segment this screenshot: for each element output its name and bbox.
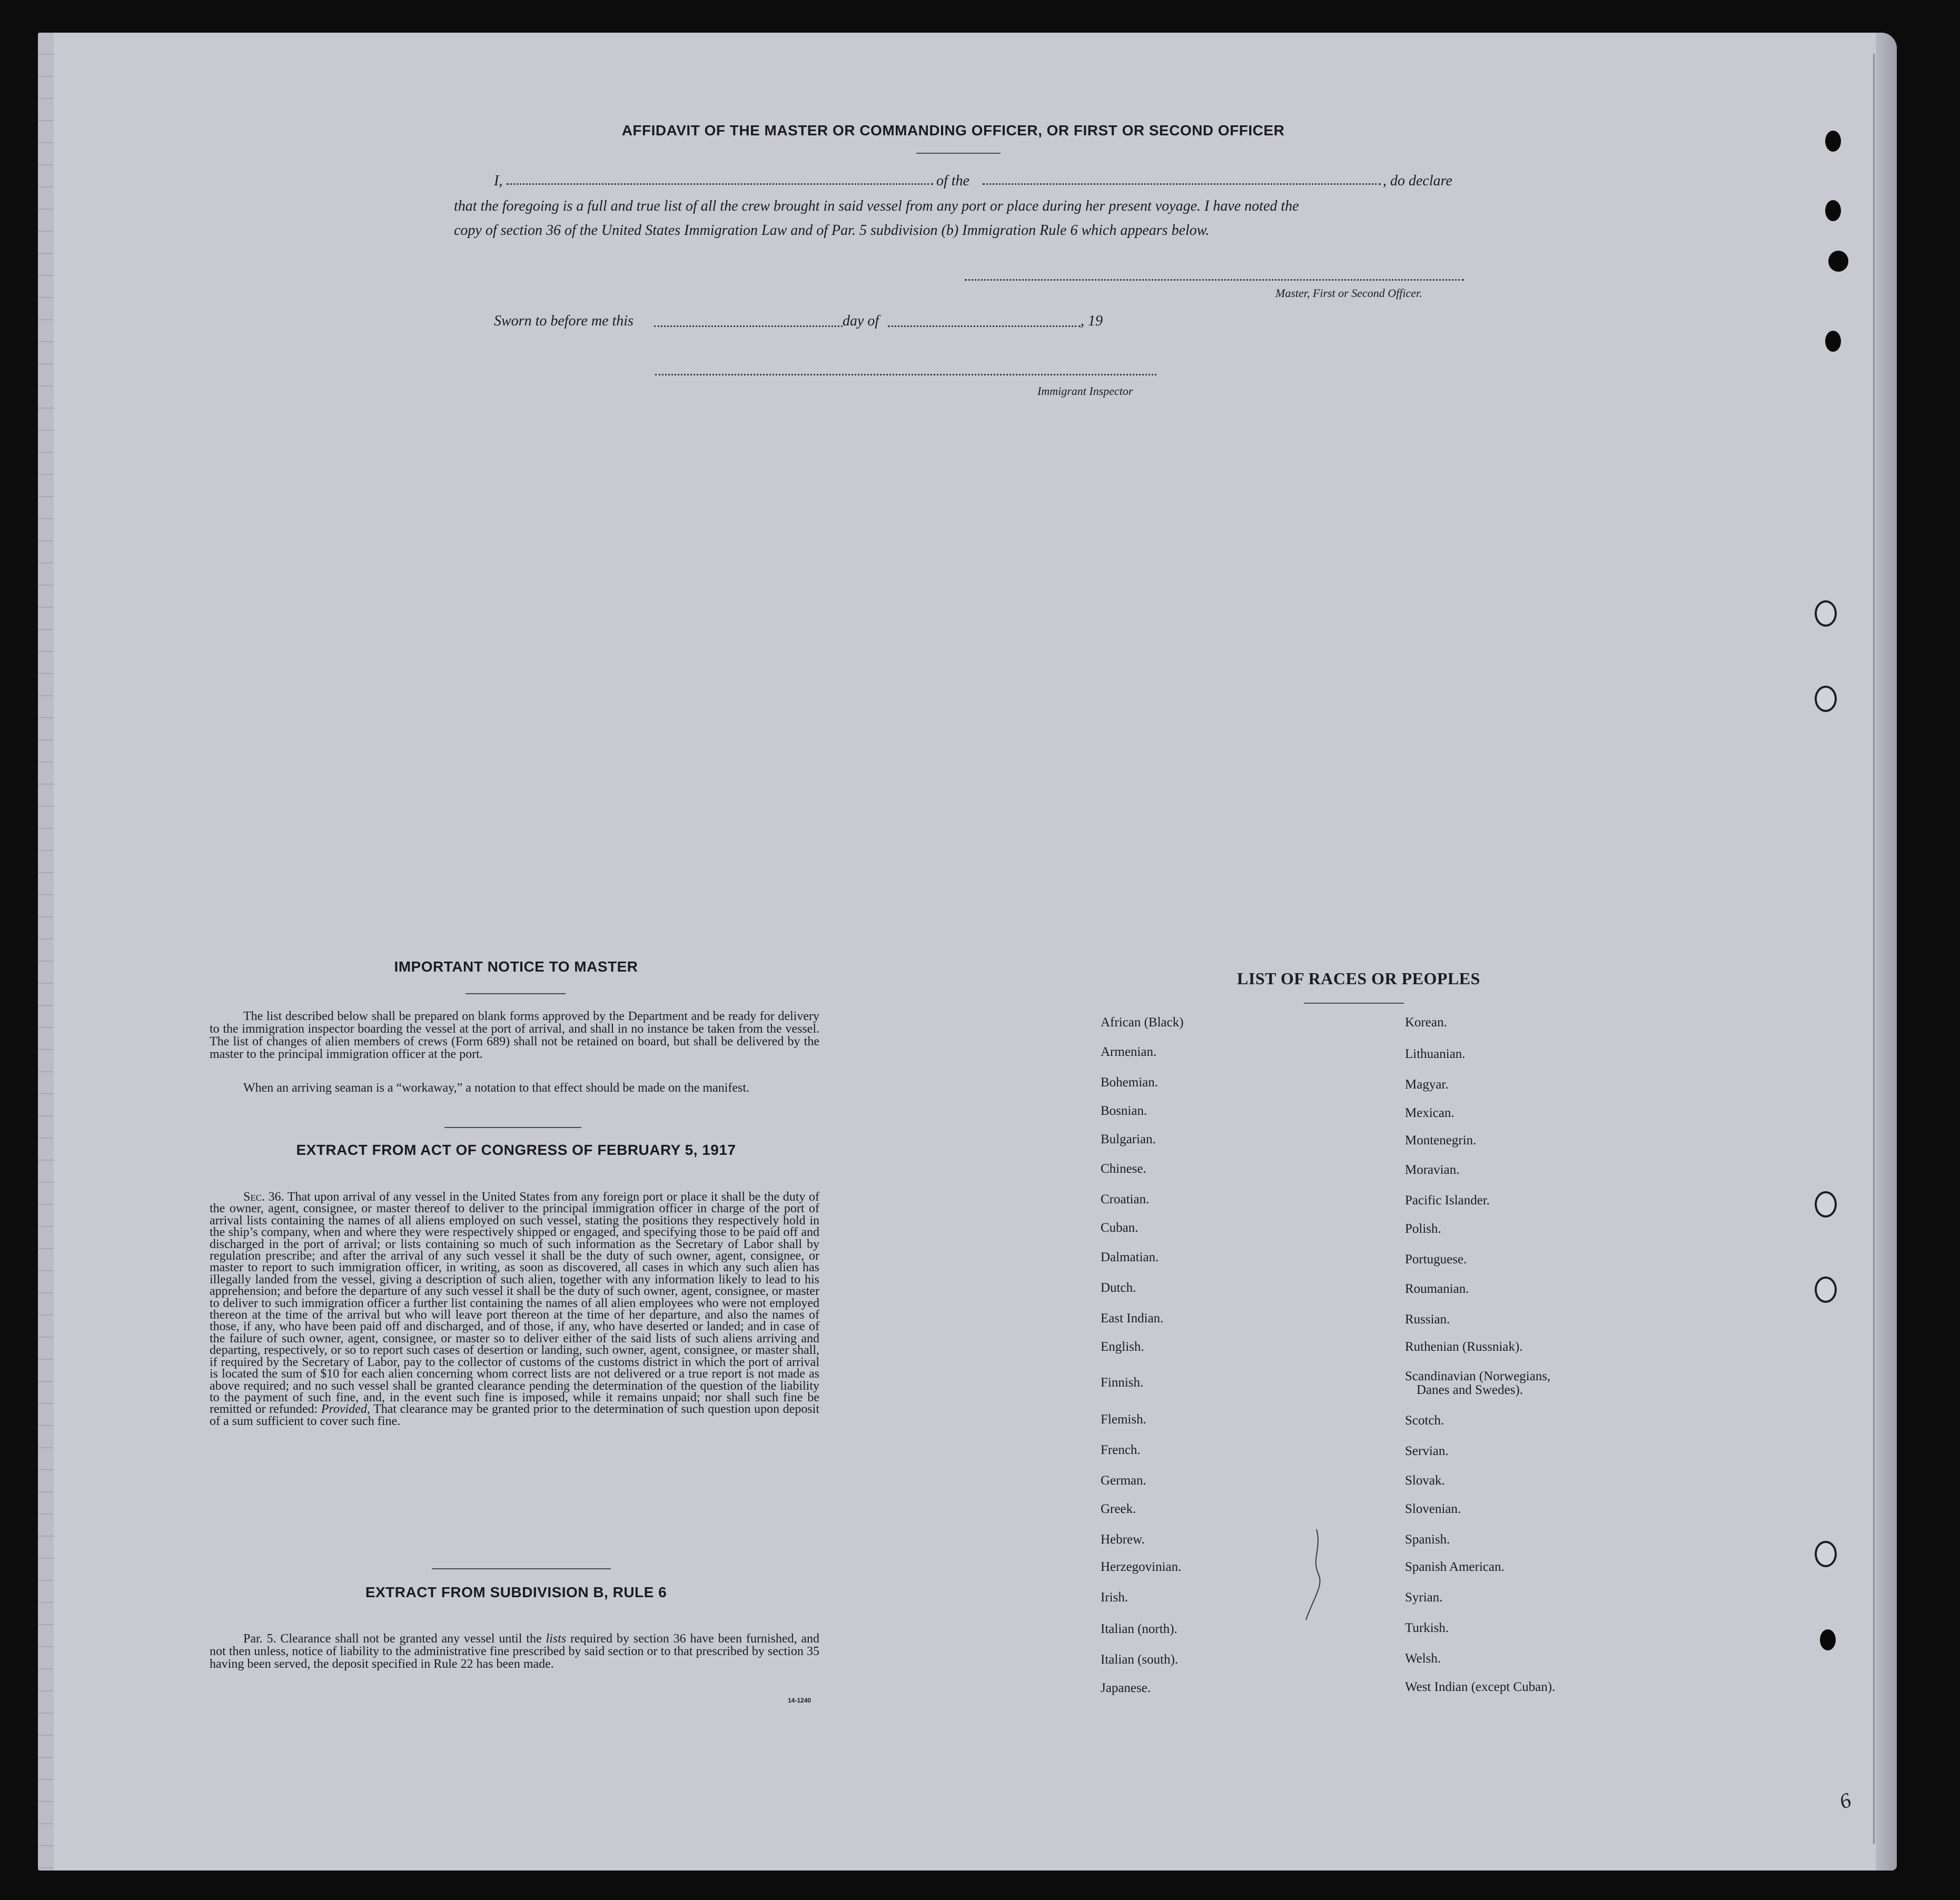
day-of-label: day of xyxy=(843,313,879,329)
race-item: Syrian. xyxy=(1405,1590,1443,1605)
races-divider xyxy=(1304,1003,1404,1004)
race-item: Montenegrin. xyxy=(1405,1133,1477,1147)
punch-hole-icon xyxy=(1825,131,1841,152)
affidavit-i-label: I, xyxy=(494,173,503,189)
race-item: Bosnian. xyxy=(1101,1104,1147,1118)
year-label: , 19 xyxy=(1081,313,1103,329)
sworn-month-field[interactable] xyxy=(888,325,1081,327)
race-item: German. xyxy=(1101,1473,1146,1488)
master-signature-label: Master, First or Second Officer. xyxy=(1275,286,1422,300)
rule-6-paragraph: Par. 5. Clearance shall not be granted any vessel until the lists required by section 36 have been furnished, and not then unless, notice of liability to the administrative fine prescribed by said section or to that prescribed by section 35 having been served, the deposit specified in Rule 22 has been made. xyxy=(210,1632,819,1671)
notice-paragraph-2: When an arriving seaman is a “workaway,” a notation to that effect should be made on the manifest. xyxy=(243,1081,749,1095)
pencil-mark-icon xyxy=(1301,1527,1332,1622)
page-number: 6 xyxy=(1836,1787,1855,1814)
notice-title: IMPORTANT NOTICE TO MASTER xyxy=(394,958,638,975)
race-item: Roumanian. xyxy=(1405,1282,1469,1296)
affidavit-line-2: that the foregoing is a full and true list of all the crew brought in said vessel from any port or place during her present voyage. I have noted the xyxy=(454,198,1299,214)
punch-hole-ring-icon xyxy=(1815,600,1837,627)
page-edge-line xyxy=(1873,54,1875,1844)
race-item: Scandinavian (Norwegians, xyxy=(1405,1369,1551,1383)
race-item: Greek. xyxy=(1101,1502,1136,1516)
race-item: Mexican. xyxy=(1405,1106,1454,1120)
race-item: Bohemian. xyxy=(1101,1075,1159,1090)
affidavit-of-the-label: of the xyxy=(936,173,969,189)
punch-hole-icon xyxy=(1828,251,1848,272)
race-item: Spanish. xyxy=(1405,1532,1450,1547)
section-divider xyxy=(432,1568,611,1569)
race-item: Welsh. xyxy=(1405,1651,1441,1666)
race-item: Ruthenian (Russniak). xyxy=(1405,1340,1523,1354)
master-signature-field[interactable] xyxy=(965,279,1464,281)
punch-hole-icon xyxy=(1820,1629,1836,1650)
race-item: Dutch. xyxy=(1101,1281,1136,1295)
affidavit-declare-label: , do declare xyxy=(1383,173,1452,189)
race-item: Slovenian. xyxy=(1405,1502,1461,1516)
race-item: Chinese. xyxy=(1101,1162,1146,1176)
extract-rule-title: EXTRACT FROM SUBDIVISION B, RULE 6 xyxy=(365,1584,667,1600)
race-item: East Indian. xyxy=(1101,1311,1164,1325)
punch-hole-icon xyxy=(1825,331,1841,352)
race-item: Hebrew. xyxy=(1101,1532,1145,1547)
race-item: English. xyxy=(1101,1340,1144,1354)
race-item: Scotch. xyxy=(1405,1413,1444,1428)
race-item-continuation: Danes and Swedes). xyxy=(1417,1383,1523,1397)
race-item: Flemish. xyxy=(1101,1412,1146,1427)
sworn-day-field[interactable] xyxy=(654,325,843,327)
race-item: Italian (north). xyxy=(1101,1622,1177,1636)
name-blank-field[interactable] xyxy=(507,183,933,185)
affidavit-title: AFFIDAVIT OF THE MASTER OR COMMANDING OFFICER, OR FIRST OR SECOND OFFICER xyxy=(621,122,1285,138)
race-item: Croatian. xyxy=(1101,1192,1150,1206)
race-item: Armenian. xyxy=(1101,1045,1157,1059)
race-item: West Indian (except Cuban). xyxy=(1405,1680,1556,1694)
affidavit-line-3: copy of section 36 of the United States Immigration Law and of Par. 5 subdivision (b) Immigration Rule 6 which appears below. xyxy=(454,222,1210,239)
punch-hole-ring-icon xyxy=(1815,1276,1837,1303)
race-item: Turkish. xyxy=(1405,1621,1449,1635)
form-code: 14-1240 xyxy=(788,1697,811,1704)
extract-act-title: EXTRACT FROM ACT OF CONGRESS OF FEBRUARY 5, 1917 xyxy=(296,1142,736,1158)
race-item: Japanese. xyxy=(1101,1681,1151,1695)
race-item: Irish. xyxy=(1101,1590,1129,1605)
race-item: Cuban. xyxy=(1101,1221,1139,1235)
sworn-label: Sworn to before me this xyxy=(494,313,633,329)
race-item: Portuguese. xyxy=(1405,1252,1467,1266)
notice-paragraph-1: The list described below shall be prepared on blank forms approved by the Department and be ready for delivery to the immigration inspector boarding the vessel at the port of arrival, and shall in no instance be taken from the vessel. The list of changes of alien members of crews (Form 689) shall not be retained on board, but shall be delivered by the master to the principal immigration officer at the port. xyxy=(210,1010,819,1061)
punch-hole-ring-icon xyxy=(1815,1541,1837,1567)
race-item: Spanish American. xyxy=(1405,1560,1504,1574)
race-item: Lithuanian. xyxy=(1405,1047,1466,1061)
race-item: Finnish. xyxy=(1101,1375,1144,1390)
race-item: Korean. xyxy=(1405,1015,1447,1030)
race-item: Italian (south). xyxy=(1101,1652,1179,1667)
vessel-blank-field[interactable] xyxy=(983,183,1381,185)
page-edge-shadow xyxy=(1876,33,1897,1871)
race-item: Polish. xyxy=(1405,1222,1441,1236)
race-item: Slovak. xyxy=(1405,1473,1445,1488)
inspector-signature-field[interactable] xyxy=(655,374,1156,375)
punch-hole-ring-icon xyxy=(1815,686,1837,712)
section-36-paragraph: Sec. 36. That upon arrival of any vessel in the United States from any foreign port or place it shall be the duty of the owner, agent, consignee, or master thereof to deliver to the principal immigration officer in charge of the port of arrival lists containing the names of all aliens employed on such vessel, stating the positions they respectively hold in the ship’s company, when and where they were respectively shipped or engaged, and specifying those to be paid off and discharged in the port of arrival; or lists containing so much of such information as the Secretary of Labor shall by regulation prescribe; and after the arrival of any such vessel it shall be the duty of such owner, agent, consignee, or master to report to such immigration officer, in writing, as soon as discovered, all cases in which any such alien has illegally landed from the vessel, giving a description of such alien, together with any information likely to lead to his apprehension; and before the departure of any such vessel it shall be the duty of such owner, agent, consignee, or master to deliver to such immigration officer a further list containing the names of all alien employees who were not employed thereon at the time of the arrival but who will leave port thereon at the time of her departure, and also the names of those, if any, who have been paid off and discharged, and of those, if any, who have deserted or landed; and in case of the failure of such owner, agent, consignee, or master so to deliver either of the said lists of such aliens arriving and departing, respectively, or so to report such cases of desertion or landing, such owner, agent, consignee, or master shall, if required by the Secretary of Labor, pay to the collector of customs of the customs district in which the port of arrival is located the sum of $10 for each alien concerning whom correct lists are not delivered or a true report is not made as above required; and no such vessel shall be granted clearance pending the determination of the question of the liability to the payment of such fine, and, in the event such fine is imposed, while it remains unpaid; nor shall such fine be remitted or refunded: Provided, That clearance may be granted prior to the determination of such question upon deposit of a sum sufficient to cover such fine. xyxy=(210,1190,820,1428)
races-title: LIST OF RACES OR PEOPLES xyxy=(1237,969,1480,988)
punch-hole-ring-icon xyxy=(1815,1191,1837,1218)
race-item: Servian. xyxy=(1405,1444,1449,1458)
ledger-edge-strip xyxy=(38,33,54,1871)
race-item: Dalmatian. xyxy=(1101,1250,1159,1264)
race-item: Pacific Islander. xyxy=(1405,1193,1490,1208)
race-item: African (Black) xyxy=(1101,1015,1184,1030)
race-item: Russian. xyxy=(1405,1312,1450,1327)
notice-divider xyxy=(466,993,566,994)
race-item: Bulgarian. xyxy=(1101,1132,1156,1146)
race-item: French. xyxy=(1101,1443,1141,1457)
race-item: Moravian. xyxy=(1405,1163,1460,1177)
punch-hole-icon xyxy=(1825,200,1841,221)
race-item: Herzegovinian. xyxy=(1101,1560,1182,1574)
title-divider xyxy=(916,153,1001,154)
section-divider xyxy=(444,1127,581,1128)
race-item: Magyar. xyxy=(1405,1077,1449,1092)
inspector-label: Immigrant Inspector xyxy=(1037,384,1133,398)
